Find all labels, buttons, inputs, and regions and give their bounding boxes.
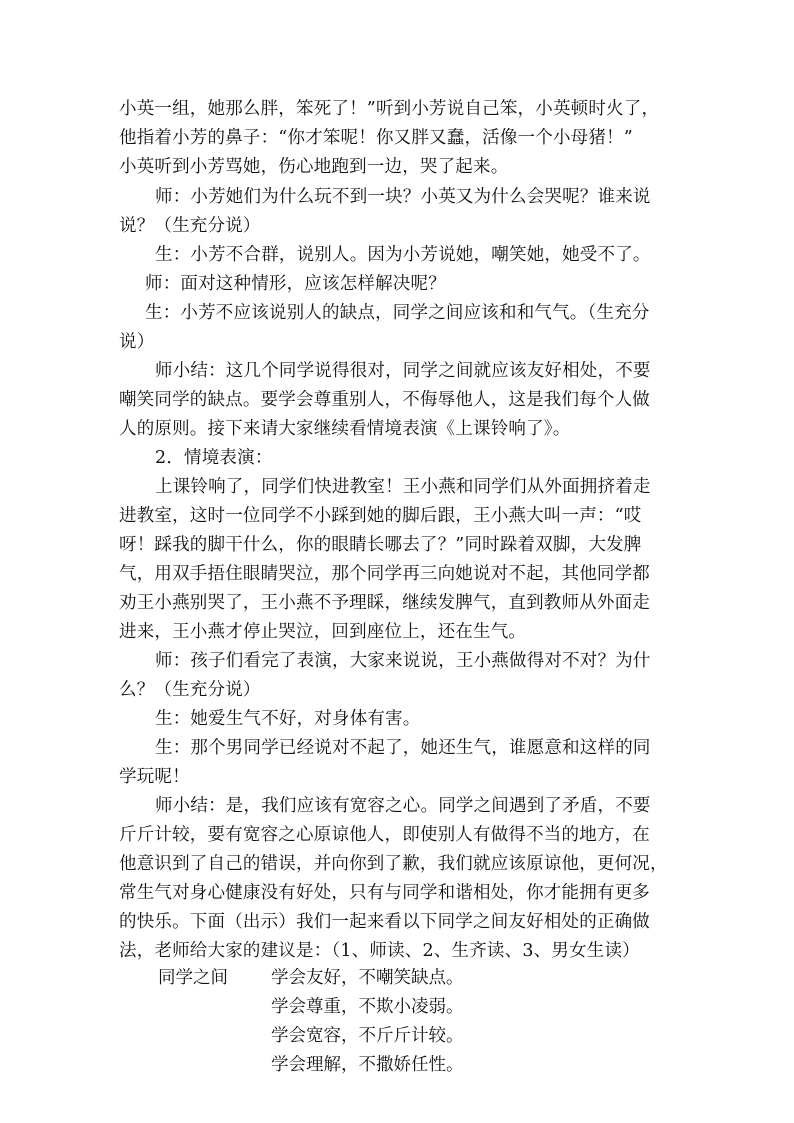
text-line: 师：小芳她们为什么玩不到一块？小英又为什么会哭呢？谁来说 (155, 187, 651, 207)
text-line: 进教室，这时一位同学不小踩到她的脚后跟，王小燕大叫一声：“哎 (119, 506, 642, 526)
text-line: 气，用双手捂住眼睛哭泣，那个同学再三向她说对不起，其他同学都 (119, 564, 650, 584)
text-line: 的快乐。下面（出示）我们一起来看以下同学之间友好相处的正确做 (119, 912, 650, 932)
text-line: 他意识到了自己的错误，并向你到了歉，我们就应该原谅他，更何况， (119, 854, 668, 874)
text-line: 师小结：这几个同学说得很对，同学之间就应该友好相处，不要 (155, 361, 651, 381)
text-line: 进来，王小燕才停止哭泣，回到座位上，还在生气。 (119, 622, 527, 642)
list-item: 学会尊重，不欺小凌弱。 (271, 997, 464, 1017)
text-line: 劝王小燕别哭了，王小燕不予理睬，继续发脾气，直到教师从外面走 (119, 593, 650, 613)
text-line: 法，老师给大家的建议是：（1、师读、2、生齐读、3、男女生读） (119, 941, 640, 961)
text-line: 说？（生充分说） (119, 216, 261, 236)
text-line: 生：小芳不应该说别人的缺点，同学之间应该和和气气。（生充分 (145, 303, 650, 323)
text-line: 常生气对身心健康没有好处，只有与同学和谐相处，你才能拥有更多 (119, 883, 650, 903)
text-line: 嘲笑同学的缺点。要学会尊重别人，不侮辱他人，这是我们每个人做 (119, 390, 650, 410)
text-line: 他指着小芳的鼻子：“你才笨呢！你又胖又蠢，活像一个小母猪！” (119, 128, 633, 148)
text-line: 学玩呢！ (119, 767, 190, 787)
text-line: 呀！踩我的脚干什么，你的眼睛长哪去了？”同时跺着双脚，大发脾 (119, 535, 642, 555)
table-label: 同学之间 (158, 968, 228, 988)
text-line: 师：孩子们看完了表演，大家来说说，王小燕做得对不对？为什 (155, 651, 651, 671)
text-line: 人的原则。接下来请大家继续看情境表演《上课铃响了》。 (119, 419, 571, 439)
text-line: 生：小芳不合群，说别人。因为小芳说她，嘲笑她，她受不了。 (155, 245, 651, 265)
text-line: 小英听到小芳骂她，伤心地跑到一边，哭了起来。 (119, 157, 509, 177)
text-line: 上课铃响了，同学们快进教室！王小燕和同学们从外面拥挤着走 (155, 477, 651, 497)
list-item: 学会宽容，不斤斤计较。 (271, 1026, 464, 1046)
text-line: 么？（生充分说） (119, 680, 261, 700)
text-line: 师小结：是，我们应该有宽容之心。同学之间遇到了矛盾，不要 (155, 796, 651, 816)
list-item: 学会理解，不撒娇任性。 (271, 1055, 464, 1075)
text-line: 生：那个男同学已经说对不起了，她还生气，谁愿意和这样的同 (155, 738, 651, 758)
text-line: 小英一组，她那么胖，笨死了！”听到小芳说自己笨，小英顿时火了， (119, 99, 660, 119)
text-line: 师：面对这种情形，应该怎样解决呢？ (145, 274, 446, 294)
text-line: 说） (119, 332, 155, 352)
text-line: 生：她爱生气不好，对身体有害。 (155, 709, 421, 729)
section-heading: 2．情境表演： (155, 448, 273, 468)
text-line: 斤斤计较，要有宽容之心原谅他人，即使别人有做得不当的地方，在 (119, 825, 650, 845)
list-item: 学会友好，不嘲笑缺点。 (271, 968, 464, 988)
